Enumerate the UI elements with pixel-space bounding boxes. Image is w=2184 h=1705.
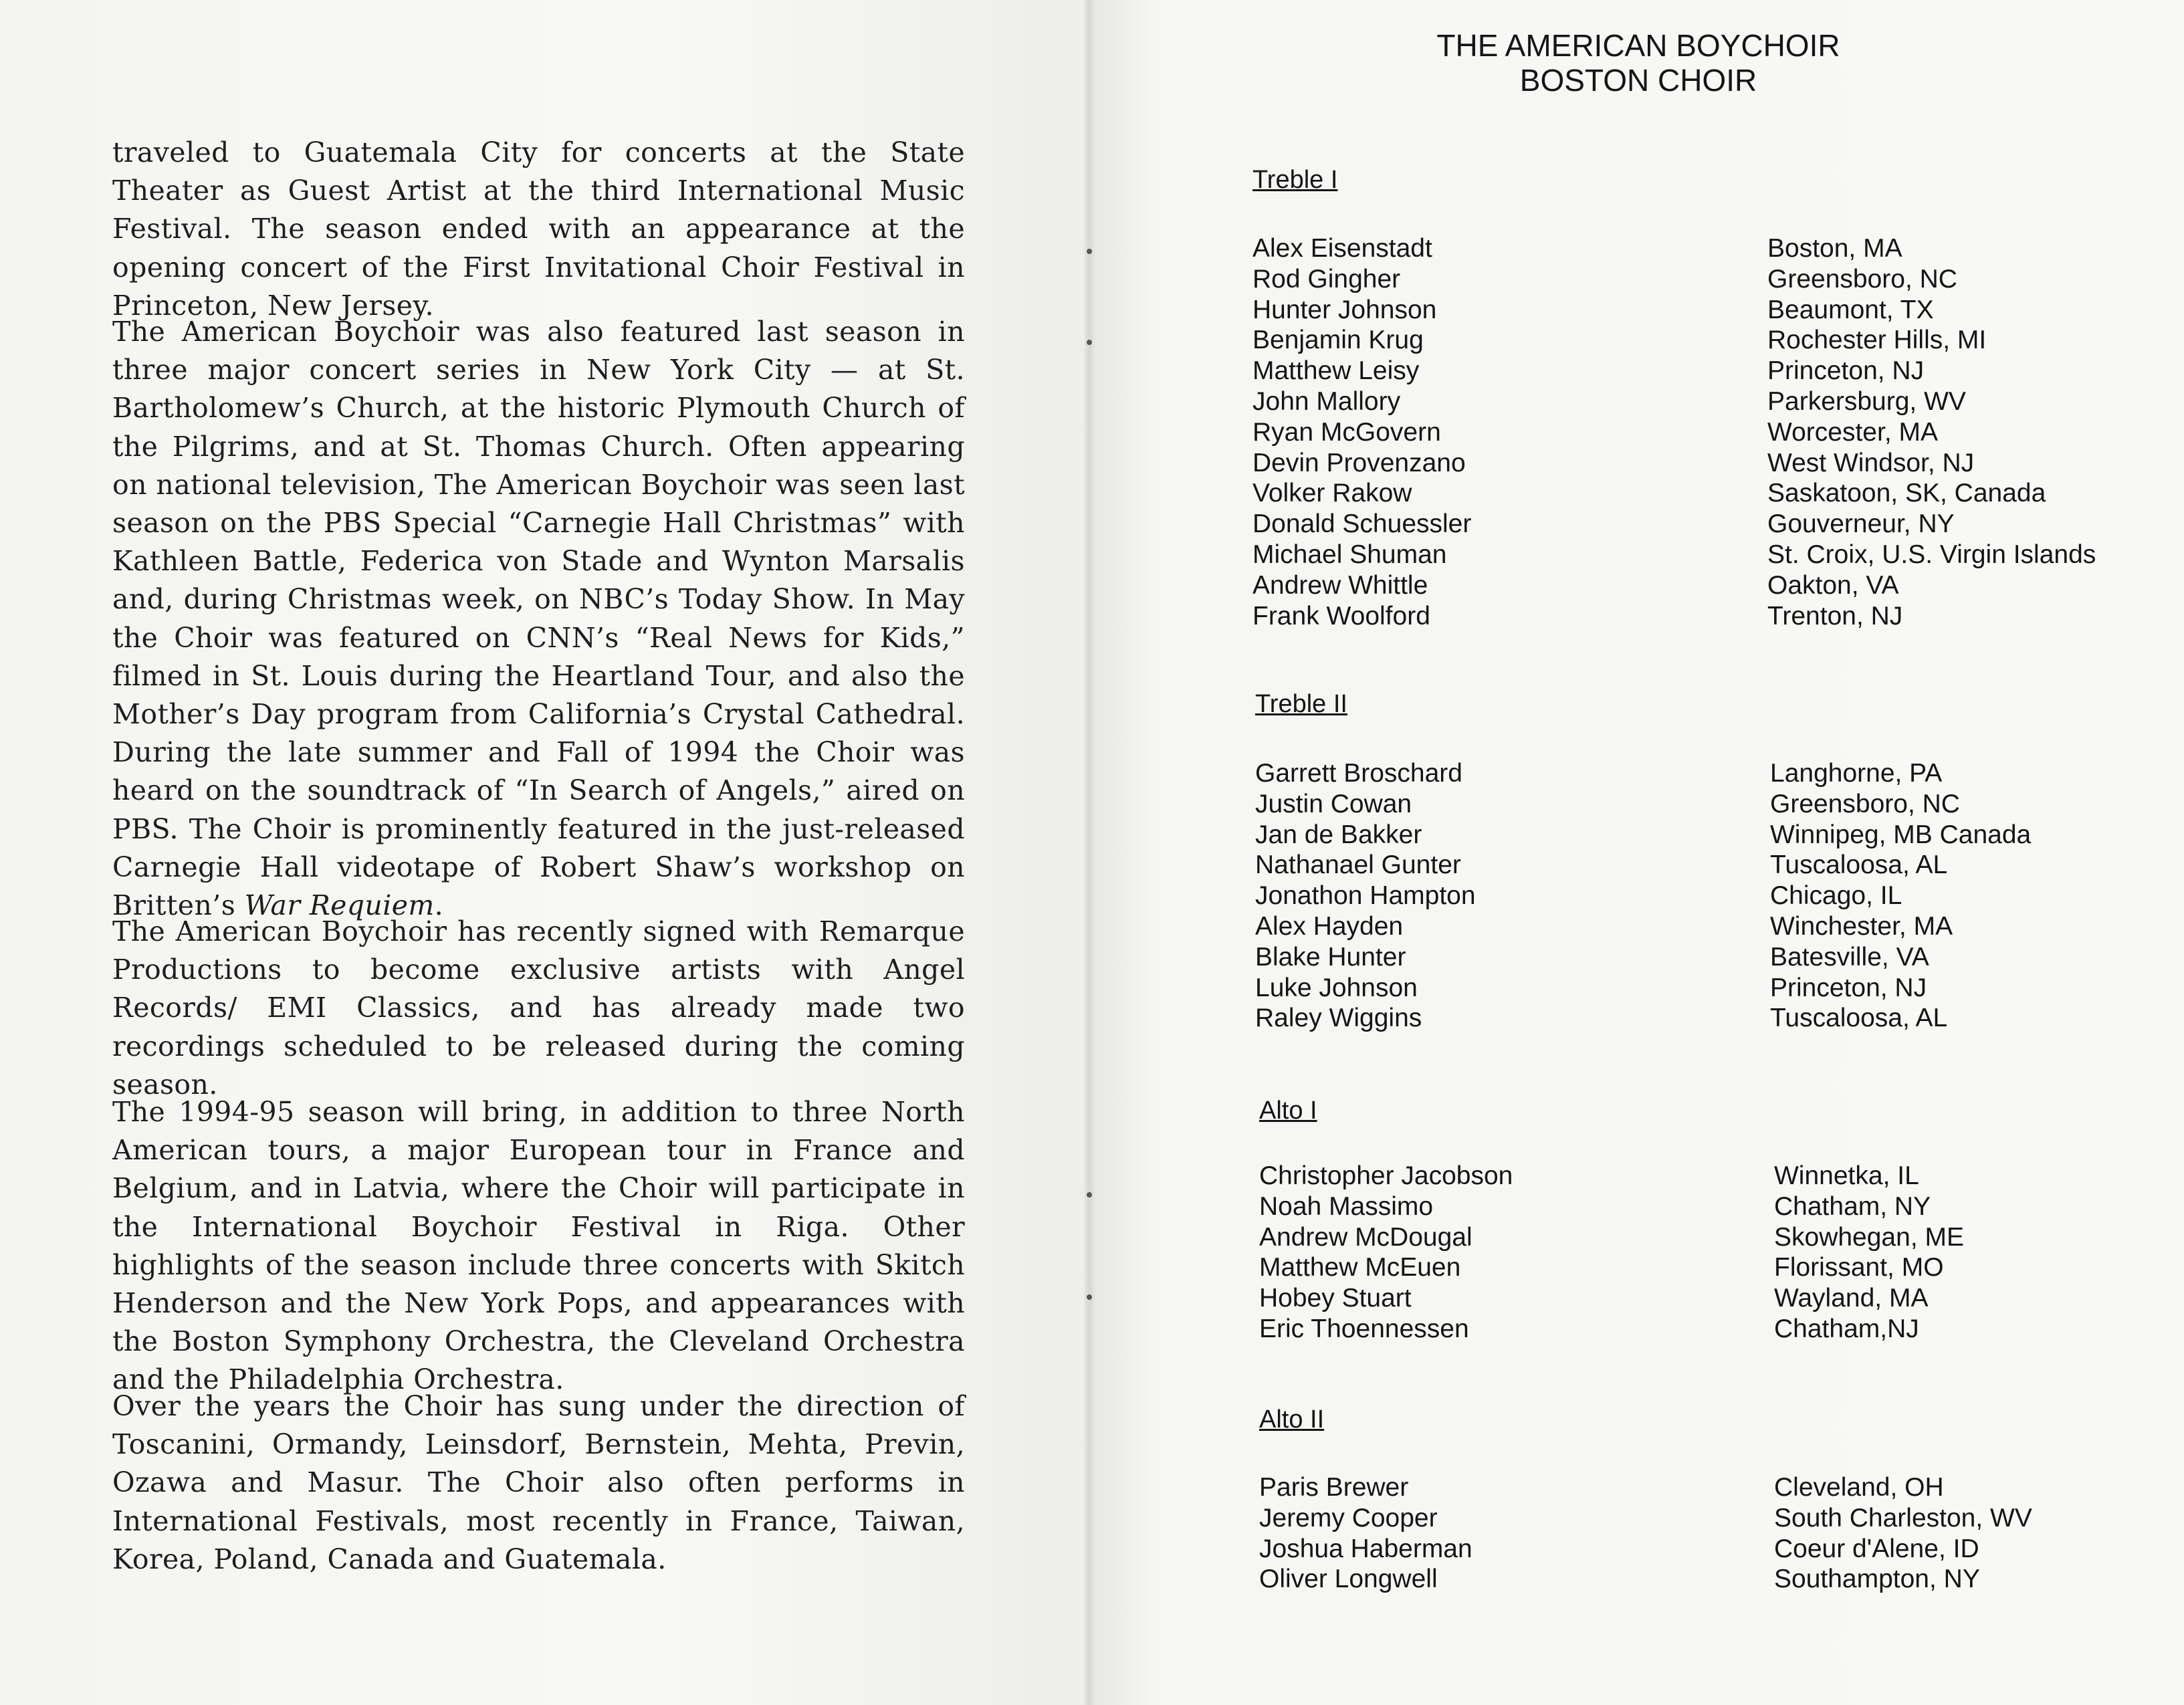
member-name: Matthew McEuen xyxy=(1259,1253,1461,1282)
member-location: Cleveland, OH xyxy=(1774,1473,1944,1502)
roster-row xyxy=(1255,758,2124,789)
choir-subtitle: BOSTON CHOIR xyxy=(1519,63,1757,98)
roster-treble-2 xyxy=(1255,758,2124,1034)
member-location: Saskatoon, SK, Canada xyxy=(1767,479,2046,508)
member-location: Oakton, VA xyxy=(1767,570,1899,600)
member-location: Rochester Hills, MI xyxy=(1767,326,1987,355)
staple-mark xyxy=(1087,1294,1092,1300)
roster-row xyxy=(1252,478,2122,509)
member-name: John Mallory xyxy=(1252,386,1401,416)
member-location: Florissant, MO xyxy=(1774,1253,1944,1282)
member-name: Blake Hunter xyxy=(1255,942,1406,972)
roster-row xyxy=(1255,1003,2124,1034)
roster-row xyxy=(1259,1503,2128,1534)
member-name: Jonathon Hampton xyxy=(1255,881,1476,911)
member-name: Michael Shuman xyxy=(1252,540,1447,569)
roster-row xyxy=(1259,1472,2128,1503)
choir-title: THE AMERICAN BOYCHOIR xyxy=(1436,28,1840,63)
roster-row xyxy=(1259,1222,2128,1253)
member-name: Raley Wiggins xyxy=(1255,1004,1422,1033)
member-location: Princeton, NJ xyxy=(1770,973,1927,1002)
member-name: Eric Thoennessen xyxy=(1259,1314,1469,1343)
member-name: Rod Gingher xyxy=(1252,264,1401,294)
roster-row xyxy=(1252,417,2122,448)
member-name: Paris Brewer xyxy=(1259,1473,1409,1502)
roster-row xyxy=(1259,1252,2128,1283)
member-name: Oliver Longwell xyxy=(1259,1565,1438,1594)
roster-alto-2 xyxy=(1259,1472,2128,1595)
member-name: Hobey Stuart xyxy=(1259,1284,1412,1313)
roster-row xyxy=(1252,356,2122,386)
member-name: Hunter Johnson xyxy=(1252,295,1437,324)
roster-row xyxy=(1252,233,2122,264)
roster-row xyxy=(1252,509,2122,540)
member-name: Devin Provenzano xyxy=(1252,448,1466,477)
roster-row xyxy=(1252,325,2122,356)
member-location: Trenton, NJ xyxy=(1767,601,1903,631)
paragraph-text: The American Boychoir was also featured last season in three major concert series in New York City — at St. Bartholomew’s Church, at the historic Plymouth Church of the Pilgrims, and at St. Thomas Church. Often appearing on national television, The American Boychoir was seen last season on the PBS Special “Carnegie Hall Christmas” with Kathleen Battle, Federica von Stade and Wynton Marsalis and, during Christmas week, on NBC’s Today Show. In May the Choir was featured on CNN’s “Real News for Kids,” filmed in St. Louis during the Heartland Tour, and also the Mother’s Day program from California’s Crystal Cathedral. During the late summer and Fall of 1994 the Choir was heard on the soundtrack of “In Search of Angels,” aired on PBS. The Choir is prominently featured in the just-released Carnegie Hall videotape of Robert Shaw’s workshop on Britten’s xyxy=(112,316,965,922)
member-location: Southampton, NY xyxy=(1774,1565,1980,1594)
roster-row xyxy=(1255,911,2124,942)
roster-row xyxy=(1252,295,2122,326)
roster-row xyxy=(1259,1314,2128,1345)
roster-row xyxy=(1259,1283,2128,1314)
member-location: Greensboro, NC xyxy=(1770,789,1960,818)
member-location: Greensboro, NC xyxy=(1767,264,1957,294)
member-name: Garrett Broschard xyxy=(1255,759,1462,788)
roster-row xyxy=(1259,1191,2128,1222)
member-name: Andrew Whittle xyxy=(1252,570,1428,600)
member-name: Jan de Bakker xyxy=(1255,820,1422,849)
roster-row xyxy=(1252,386,2122,417)
member-name: Ryan McGovern xyxy=(1252,417,1441,447)
body-paragraph-4: The 1994-95 season will bring, in addition to three North American tours, a major European tour in France and Belgium, and in Latvia, where the Choir will participate in the International Boychoir Festival in Riga. Other highlights of the season include three concerts with Skitch Henderson and the New York Pops, and appearances with the Boston Symphony Orchestra, the Cleveland Orchestra and the Philadelphia Orchestra. xyxy=(112,1096,965,1396)
member-location: Boston, MA xyxy=(1767,234,1902,263)
member-location: Winchester, MA xyxy=(1770,911,1953,941)
roster-row xyxy=(1255,973,2124,1004)
member-name: Alex Hayden xyxy=(1255,911,1404,941)
member-location: Winnetka, IL xyxy=(1774,1161,1919,1190)
member-location: Gouverneur, NY xyxy=(1767,509,1955,539)
section-heading-alto-2: Alto II xyxy=(1259,1405,1325,1434)
roster-row xyxy=(1259,1161,2128,1191)
section-heading-alto-1: Alto I xyxy=(1259,1097,1317,1125)
section-heading-treble-2: Treble II xyxy=(1255,690,1347,718)
member-name: Matthew Leisy xyxy=(1252,356,1420,386)
member-location: Princeton, NJ xyxy=(1767,356,1925,386)
book-spine xyxy=(1085,0,1095,1705)
member-name: Frank Woolford xyxy=(1252,601,1430,631)
staple-mark xyxy=(1087,249,1092,254)
member-location: West Windsor, NJ xyxy=(1767,448,1975,477)
member-name: Joshua Haberman xyxy=(1259,1534,1472,1563)
roster-row xyxy=(1252,540,2122,570)
body-paragraph-1: traveled to Guatemala City for concerts at the State Theater as Guest Artist at the third International Music Festival. The season ended with an appearance at the opening concert of the First Invitational Choir Festival in Princeton, New Jersey. xyxy=(112,136,965,322)
member-location: Tuscaloosa, AL xyxy=(1770,850,1948,880)
roster-row xyxy=(1255,850,2124,881)
roster-row xyxy=(1252,448,2122,479)
member-name: Volker Rakow xyxy=(1252,479,1412,508)
staple-mark xyxy=(1087,1192,1092,1198)
member-location: Coeur d'Alene, ID xyxy=(1774,1534,1979,1563)
roster-row xyxy=(1252,264,2122,295)
roster-row xyxy=(1255,820,2124,850)
roster-row xyxy=(1255,942,2124,973)
member-name: Luke Johnson xyxy=(1255,973,1418,1002)
roster-alto-1 xyxy=(1259,1161,2128,1345)
section-heading-treble-1: Treble I xyxy=(1252,166,1338,194)
member-location: St. Croix, U.S. Virgin Islands xyxy=(1767,540,2096,569)
member-name: Jeremy Cooper xyxy=(1259,1503,1438,1532)
member-location: Batesville, VA xyxy=(1770,942,1929,972)
roster-treble-1 xyxy=(1252,233,2122,631)
member-location: Chatham,NJ xyxy=(1774,1314,1919,1343)
member-name: Alex Eisenstadt xyxy=(1252,234,1432,263)
body-paragraph-2 xyxy=(112,313,965,925)
member-name: Donald Schuessler xyxy=(1252,509,1472,539)
roster-row xyxy=(1252,570,2122,601)
left-page xyxy=(0,0,1090,1705)
member-name: Andrew McDougal xyxy=(1259,1222,1472,1252)
member-location: Langhorne, PA xyxy=(1770,759,1943,788)
member-name: Nathanael Gunter xyxy=(1255,850,1461,880)
member-location: Winnipeg, MB Canada xyxy=(1770,820,2032,849)
member-location: South Charleston, WV xyxy=(1774,1503,2032,1532)
roster-row xyxy=(1252,601,2122,632)
member-name: Benjamin Krug xyxy=(1252,326,1424,355)
member-location: Chicago, IL xyxy=(1770,881,1902,911)
roster-row xyxy=(1259,1564,2128,1595)
roster-row xyxy=(1255,789,2124,820)
roster-row xyxy=(1255,881,2124,911)
member-name: Justin Cowan xyxy=(1255,789,1412,818)
member-location: Chatham, NY xyxy=(1774,1191,1931,1221)
roster-row xyxy=(1259,1534,2128,1565)
body-paragraph-3: The American Boychoir has recently signed with Remarque Productions to become exclusive artists with Angel Records/ EMI Classics, and has already made two recordings scheduled to be released during the coming season. xyxy=(112,915,965,1101)
member-location: Skowhegan, ME xyxy=(1774,1222,1964,1252)
member-location: Wayland, MA xyxy=(1774,1284,1929,1313)
member-name: Noah Massimo xyxy=(1259,1191,1434,1221)
italic-suffix: . xyxy=(434,889,444,922)
member-location: Beaumont, TX xyxy=(1767,295,1934,324)
member-location: Worcester, MA xyxy=(1767,417,1939,447)
member-name: Christopher Jacobson xyxy=(1259,1161,1513,1190)
body-paragraph-5: Over the years the Choir has sung under the direction of Toscanini, Ormandy, Leinsdorf, Bernstein, Mehta, Previn, Ozawa and Masur. The Choir also often performs in International Festivals, most recently in France, Taiwan, Korea, Poland, Canada and Guatemala. xyxy=(112,1390,965,1575)
member-location: Parkersburg, WV xyxy=(1767,386,1966,416)
italic-title: War Requiem xyxy=(244,889,435,922)
member-location: Tuscaloosa, AL xyxy=(1770,1004,1948,1033)
staple-mark xyxy=(1087,340,1092,345)
